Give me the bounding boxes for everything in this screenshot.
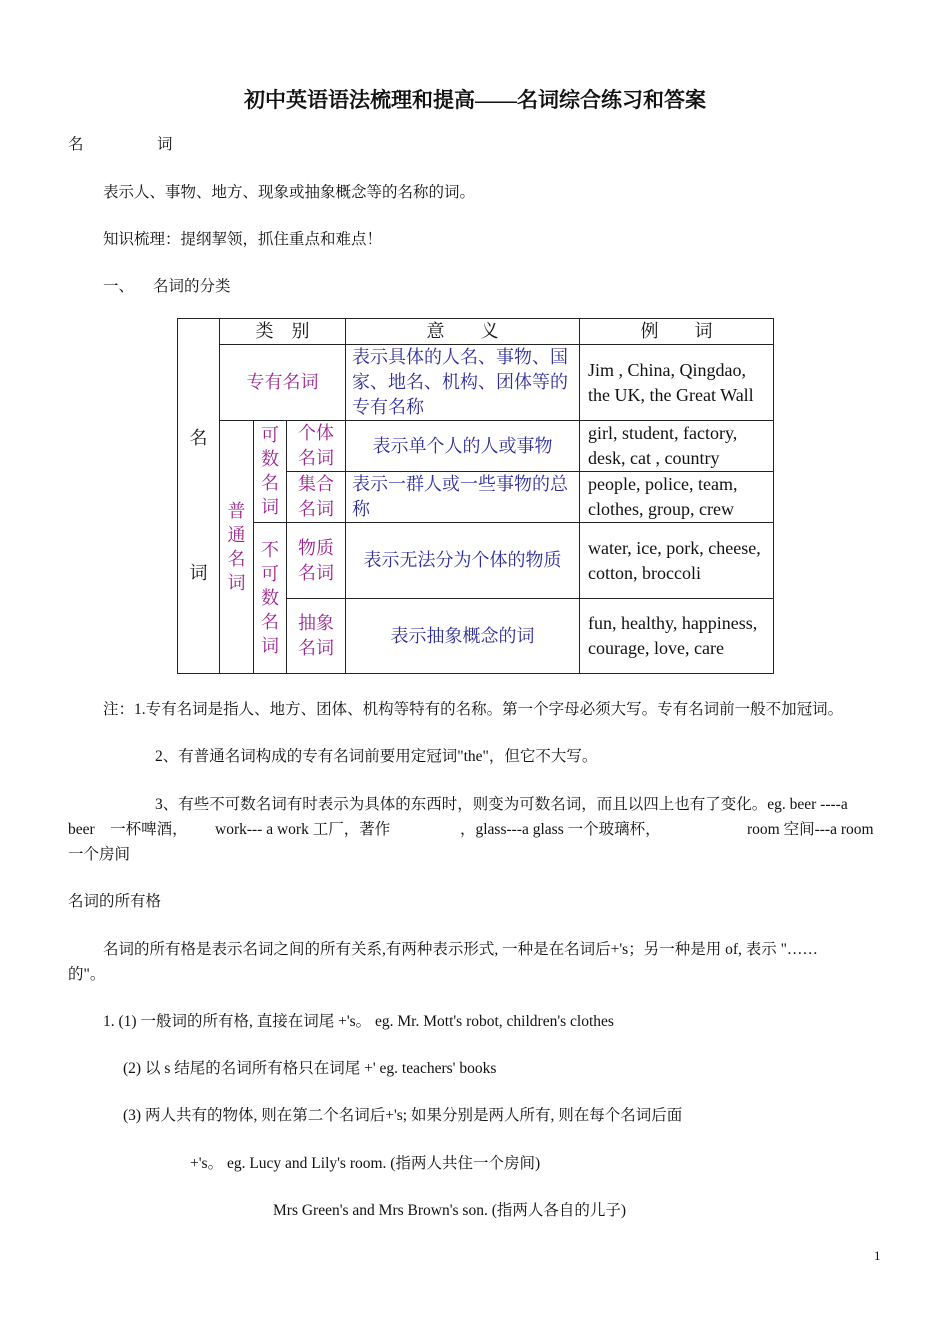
note-2: 2、有普通名词构成的专有名词前要用定冠词"the"，但它不大写。 bbox=[155, 748, 598, 765]
possessive-rule-2: (2) 以 s 结尾的名词所有格只在词尾 +' eg. teachers' books bbox=[123, 1060, 497, 1077]
table-row-individual bbox=[178, 421, 774, 472]
row-header-top: 名 bbox=[189, 428, 208, 448]
material-noun-meaning: 表示无法分为个体的物质 bbox=[346, 523, 580, 599]
proper-noun-meaning: 表示具体的人名、事物、国家、地名、机构、团体等的专有名称 bbox=[346, 345, 580, 421]
material-noun-category: 物质名词 bbox=[287, 523, 346, 599]
table-row-material bbox=[178, 523, 774, 599]
page-title: 初中英语语法梳理和提高——名词综合练习和答案 bbox=[244, 88, 706, 112]
collective-noun-example: people, police, team, clothes, group, crew bbox=[580, 472, 774, 523]
uncountable-noun-label: 不可数名词 bbox=[254, 523, 287, 674]
common-noun-label: 普通名词 bbox=[220, 421, 254, 674]
section-one-label: 名词的分类 bbox=[153, 278, 231, 295]
possessive-rule-3-example-1: +'s。 eg. Lucy and Lily's room. (指两人共住一个房间) bbox=[190, 1155, 541, 1172]
section-one-number: 一、 bbox=[103, 278, 135, 295]
abstract-noun-category: 抽象名词 bbox=[287, 599, 346, 674]
individual-noun-example: girl, student, factory, desk, cat , country bbox=[580, 421, 774, 472]
header-meaning: 意 义 bbox=[346, 319, 580, 345]
possessive-rule-1: 1. (1) 一般词的所有格, 直接在词尾 +'s。 eg. Mr. Mott's robot, children's clothes bbox=[103, 1013, 614, 1030]
table-header-row bbox=[178, 319, 774, 345]
section-heading-char-2: 词 bbox=[157, 136, 173, 153]
section-heading-char-1: 名 bbox=[68, 136, 84, 153]
countable-noun-label: 可数名词 bbox=[254, 421, 287, 523]
header-example: 例 词 bbox=[580, 319, 774, 345]
possessive-intro-line-2: 的"。 bbox=[68, 966, 106, 983]
note-3-line-2c: ，glass---a glass 一个玻璃杯， bbox=[460, 821, 661, 838]
row-header-bottom: 词 bbox=[189, 563, 208, 583]
note-3-line-2a: beer 一杯啤酒， bbox=[68, 821, 188, 838]
note-3-line-2d: room 空间---a room bbox=[747, 821, 874, 838]
knowledge-text: 知识梳理：提纲挈领，抓住重点和难点！ bbox=[103, 231, 383, 248]
abstract-noun-example: fun, healthy, happiness, courage, love, care bbox=[580, 599, 774, 674]
collective-noun-category: 集合名词 bbox=[287, 472, 346, 523]
collective-noun-meaning: 表示一群人或一些事物的总称 bbox=[346, 472, 580, 523]
possessive-intro-line-1: 名词的所有格是表示名词之间的所有关系,有两种表示形式, 一种是在名词后+'s；另一种是用 of, 表示 "…… bbox=[103, 941, 818, 958]
page-number: 1 bbox=[874, 1248, 881, 1263]
header-category: 类 别 bbox=[220, 319, 346, 345]
possessive-rule-3-example-2: Mrs Green's and Mrs Brown's son. (指两人各自的儿子) bbox=[273, 1202, 627, 1219]
individual-noun-meaning: 表示单个人的人或事物 bbox=[346, 421, 580, 472]
possessive-heading: 名词的所有格 bbox=[68, 893, 162, 910]
note-3-line-3: 一个房间 bbox=[68, 846, 131, 863]
note-1: 注：1.专有名词是指人、地方、团体、机构等特有的名称。第一个字母必须大写。专有名词前一般不加冠词。 bbox=[103, 701, 844, 718]
material-noun-example: water, ice, pork, cheese, cotton, broccoli bbox=[580, 523, 774, 599]
table-row-proper bbox=[178, 345, 774, 421]
possessive-rule-3: (3) 两人共有的物体, 则在第二个名词后+'s; 如果分别是两人所有, 则在每个名词后面 bbox=[123, 1107, 683, 1124]
note-3-line-1: 3、有些不可数名词有时表示为具体的东西时，则变为可数名词，而且以四上也有了变化。eg. beer ----a bbox=[155, 796, 848, 813]
note-3-line-2b: work--- a work 工厂，著作 bbox=[215, 821, 391, 838]
definition-text: 表示人、事物、地方、现象或抽象概念等的名称的词。 bbox=[103, 184, 476, 201]
noun-classification-table bbox=[177, 318, 774, 674]
proper-noun-category: 专有名词 bbox=[220, 345, 346, 421]
noun-row-header bbox=[178, 319, 220, 674]
proper-noun-example: Jim , China, Qingdao, the UK, the Great Wall bbox=[580, 345, 774, 421]
individual-noun-category: 个体名词 bbox=[287, 421, 346, 472]
abstract-noun-meaning: 表示抽象概念的词 bbox=[346, 599, 580, 674]
